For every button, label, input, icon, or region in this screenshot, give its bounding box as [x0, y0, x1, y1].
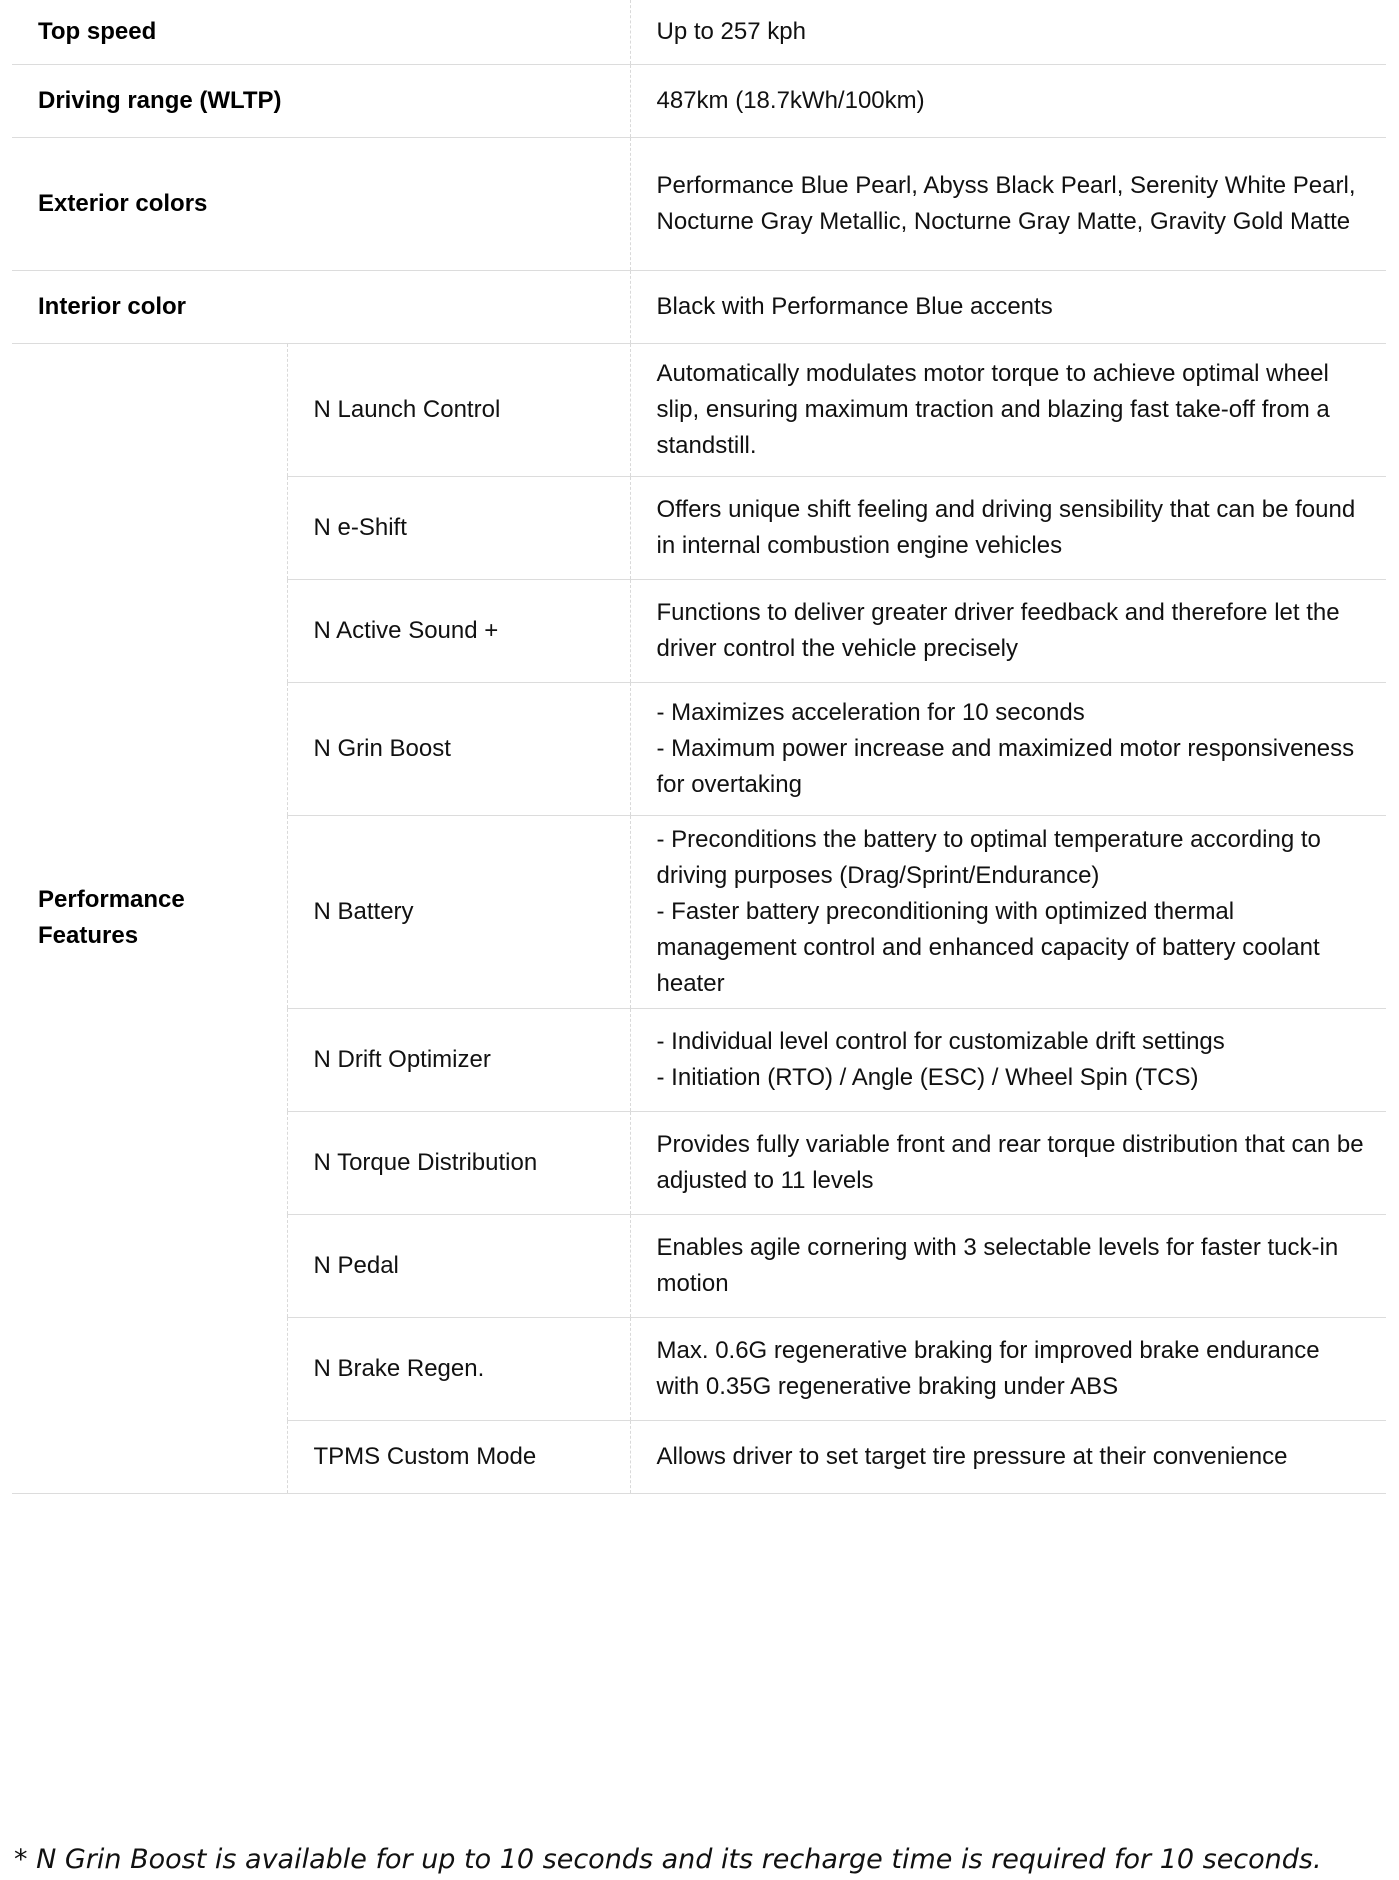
spec-label: Driving range (WLTP): [12, 64, 630, 137]
feature-name: N Launch Control: [287, 343, 630, 476]
footnote: * N Grin Boost is available for up to 10 seconds and its recharge time is required for 10 seconds.: [14, 1844, 1322, 1875]
feature-description: Functions to deliver greater driver feedback and therefore let the driver control the vehicle precisely: [630, 579, 1386, 682]
feature-description: Provides fully variable front and rear torque distribution that can be adjusted to 11 levels: [630, 1111, 1386, 1214]
feature-description: - Maximizes acceleration for 10 seconds - Maximum power increase and maximized motor responsiveness for overtaking: [630, 682, 1386, 815]
feature-name: N Grin Boost: [287, 682, 630, 815]
spec-label: Top speed: [12, 0, 630, 64]
feature-description: Allows driver to set target tire pressure at their convenience: [630, 1420, 1386, 1493]
feature-description: Automatically modulates motor torque to achieve optimal wheel slip, ensuring maximum traction and blazing fast take-off from a standstill.: [630, 343, 1386, 476]
spec-value: Performance Blue Pearl, Abyss Black Pearl, Serenity White Pearl, Nocturne Gray Metallic, Nocturne Gray Matte, Gravity Gold Matte: [630, 137, 1386, 270]
spec-table: [12, 0, 1386, 1494]
spec-row-top-speed: [12, 0, 1386, 64]
feature-description: - Preconditions the battery to optimal temperature according to driving purposes (Drag/Sprint/Endurance) - Faster battery preconditioning with optimized thermal management control and enhanced capacity of battery coolant heater: [630, 815, 1386, 1008]
performance-features-label: Performance Features: [12, 343, 287, 1493]
feature-description: - Individual level control for customizable drift settings - Initiation (RTO) / Angle (ESC) / Wheel Spin (TCS): [630, 1008, 1386, 1111]
spec-row-interior-color: [12, 270, 1386, 343]
feature-name: N Drift Optimizer: [287, 1008, 630, 1111]
spec-row-driving-range: [12, 64, 1386, 137]
spec-label: Exterior colors: [12, 137, 630, 270]
feature-name: N Active Sound +: [287, 579, 630, 682]
feature-name: N Battery: [287, 815, 630, 1008]
feature-name: N Brake Regen.: [287, 1317, 630, 1420]
spec-value: Black with Performance Blue accents: [630, 270, 1386, 343]
feature-name: N Torque Distribution: [287, 1111, 630, 1214]
feature-name: TPMS Custom Mode: [287, 1420, 630, 1493]
spec-label: Interior color: [12, 270, 630, 343]
feature-description: Max. 0.6G regenerative braking for improved brake endurance with 0.35G regenerative braking under ABS: [630, 1317, 1386, 1420]
feature-name: N Pedal: [287, 1214, 630, 1317]
feature-description: Enables agile cornering with 3 selectable levels for faster tuck-in motion: [630, 1214, 1386, 1317]
spec-row-exterior-colors: [12, 137, 1386, 270]
spec-value: Up to 257 kph: [630, 0, 1386, 64]
spec-value: 487km (18.7kWh/100km): [630, 64, 1386, 137]
feature-row-launch-control: [12, 343, 1386, 476]
feature-name: N e-Shift: [287, 476, 630, 579]
feature-description: Offers unique shift feeling and driving sensibility that can be found in internal combustion engine vehicles: [630, 476, 1386, 579]
